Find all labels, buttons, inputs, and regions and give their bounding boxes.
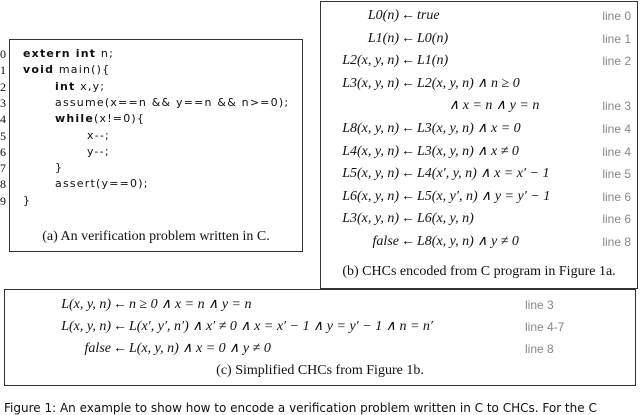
clause-body: n ≥ 0 ∧ x = n ∧ y = n (129, 297, 252, 312)
figure-caption: Figure 1: An example to show how to encode a verification problem written in C to CHCs. For the C (4, 401, 597, 415)
line-number: 1 (0, 63, 6, 78)
implication-arrow: ← (401, 30, 415, 46)
chc-clause (321, 208, 637, 230)
chc-clause (321, 5, 637, 27)
figure-a-c-program (9, 39, 303, 252)
line-tag: line 3 (602, 99, 631, 114)
chc-clause (321, 231, 637, 253)
line-number: 0 (0, 47, 6, 61)
code-line (87, 129, 110, 142)
code-line (55, 112, 145, 125)
implication-arrow: ← (113, 319, 127, 334)
code-keyword: int (55, 79, 76, 93)
code-keyword: while (55, 112, 94, 126)
line-tag: line 8 (602, 235, 631, 249)
implication-arrow: ← (401, 8, 415, 23)
clause-head: L5(x, y, n) (342, 166, 399, 182)
code-text: x--; (87, 128, 110, 142)
chc-clause (321, 28, 637, 50)
code-line (87, 145, 110, 158)
clause-body: L6(x, y, n) (417, 211, 474, 227)
line-tag: line 4-7 (525, 320, 565, 334)
clause-head: L0(n) (367, 8, 399, 23)
implication-arrow: ← (401, 234, 415, 249)
code-text: assume(x==n && y==n && n>=0); (55, 95, 290, 109)
code-text: n; (96, 47, 115, 60)
figure-c-caption: (c) Simplified CHCs from Figure 1b. (216, 363, 424, 378)
code-keyword: void (23, 63, 55, 77)
clause-body: L3(x, y, n) ∧ x = 0 (417, 121, 521, 136)
clause-body: L(x′, y′, n′) ∧ x′ ≠ 0 ∧ x = x′ − 1 ∧ y = y′ − 1 ∧ n = n′ (129, 319, 433, 334)
line-tag: line 5 (602, 167, 631, 182)
clause-body: L5(x, y′, n) ∧ y = y′ − 1 (417, 188, 551, 204)
line-tag: line 4 (602, 144, 631, 159)
line-tag: line 1 (602, 31, 631, 46)
clause-head: L(x, y, n) (61, 297, 111, 312)
code-line (55, 177, 149, 190)
implication-arrow: ← (401, 143, 415, 159)
clause-head: false (372, 234, 399, 249)
clause-body: L0(n) (417, 30, 449, 46)
line-tag: line 8 (525, 342, 554, 356)
clause-head: L3(x, y, n) (342, 211, 399, 227)
figure-b-caption: (b) CHCs encoded from C program in Figure 1a. (342, 264, 616, 279)
clause-body: L8(x, y, n) ∧ y ≠ 0 (417, 234, 519, 249)
line-number: 3 (0, 95, 6, 110)
code-line (55, 161, 63, 174)
code-line (23, 63, 110, 76)
clause-body: L1(n) (417, 53, 449, 69)
code-line (23, 194, 31, 207)
chc-clause (5, 316, 635, 338)
figure-b-chcs (320, 1, 638, 289)
line-number: 6 (0, 144, 6, 159)
implication-arrow: ← (401, 75, 415, 91)
chc-clause (5, 294, 635, 316)
chc-clause (321, 73, 637, 95)
code-text: y--; (87, 144, 110, 158)
chc-clause (321, 50, 637, 72)
clause-head: false (84, 341, 111, 356)
code-text: } (23, 193, 32, 207)
line-number: 8 (0, 177, 6, 192)
clause-head: L6(x, y, n) (342, 188, 399, 204)
line-number: 4 (0, 112, 6, 127)
implication-arrow: ← (401, 53, 415, 69)
chc-clause (321, 95, 637, 117)
clause-body: L4(x′, y, n) ∧ x = x′ − 1 (417, 166, 550, 182)
code-line (55, 96, 289, 109)
implication-arrow: ← (401, 188, 415, 204)
line-number: 2 (0, 79, 6, 94)
clause-body: L2(x, y, n) ∧ n ≥ 0 (417, 75, 520, 91)
clause-head: L8(x, y, n) (342, 121, 399, 136)
code-line (55, 80, 105, 93)
line-tag: line 2 (602, 54, 631, 69)
implication-arrow: ← (113, 297, 127, 312)
chc-clause (321, 141, 637, 163)
clause-body: L3(x, y, n) ∧ x ≠ 0 (417, 143, 519, 159)
chc-clause (321, 186, 637, 208)
line-tag: line 4 (602, 122, 631, 136)
line-number: 9 (0, 193, 6, 208)
line-tag: line 6 (602, 189, 631, 204)
code-text: x,y; (75, 79, 106, 93)
clause-body: ∧ x = n ∧ y = n (449, 98, 540, 114)
clause-head: L4(x, y, n) (342, 143, 399, 159)
code-keyword: extern int (23, 47, 97, 60)
implication-arrow: ← (401, 211, 415, 227)
line-number: 7 (0, 161, 6, 176)
line-tag: line 6 (602, 212, 631, 227)
code-text: main(){ (54, 63, 111, 77)
chc-clause (321, 163, 637, 185)
line-tag: line 0 (602, 9, 631, 23)
implication-arrow: ← (401, 121, 415, 136)
chc-clause (5, 338, 635, 360)
figure-c-simplified-chcs (4, 289, 636, 386)
chc-clause (321, 118, 637, 140)
line-tag: line 3 (525, 298, 554, 312)
clause-head: L2(x, y, n) (342, 53, 399, 69)
clause-head: L3(x, y, n) (342, 75, 399, 91)
clause-head: L(x, y, n) (61, 319, 111, 334)
code-line (23, 47, 114, 60)
implication-arrow: ← (113, 341, 127, 356)
line-number: 5 (0, 128, 6, 143)
figure-a-caption: (a) An verification problem written in C. (42, 229, 270, 244)
clause-body: true (417, 8, 440, 23)
code-text: } (55, 161, 64, 175)
clause-body: L(x, y, n) ∧ x = 0 ∧ y ≠ 0 (129, 341, 271, 356)
code-text: assert(y==0); (55, 177, 149, 191)
clause-head: L1(n) (367, 30, 399, 46)
code-text: (x!=0){ (94, 112, 146, 126)
implication-arrow: ← (401, 166, 415, 182)
